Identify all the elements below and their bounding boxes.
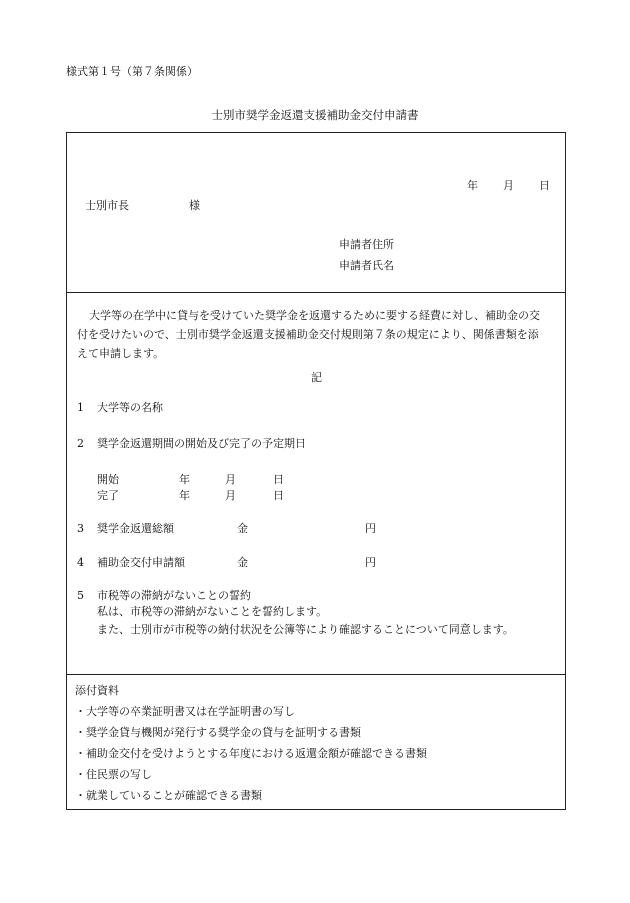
date-month-label: 月 <box>503 179 514 192</box>
period-end-month: 月 <box>225 489 236 502</box>
addressee-honorific: 様 <box>189 199 200 212</box>
section-divider-2 <box>67 674 565 675</box>
item-4-kin: 金 <box>237 556 248 569</box>
pledge-line-1: 私は、市税等の滞納がないことを誓約します。 <box>97 605 328 618</box>
applicant-name-label: 申請者氏名 <box>339 259 394 272</box>
date-year-label: 年 <box>467 179 478 192</box>
period-start-label: 開始 <box>97 473 119 486</box>
item-4-label: 補助金交付申請額 <box>97 556 185 569</box>
period-start-year: 年 <box>179 473 190 486</box>
attachment-item: ・大学等の卒業証明書又は在学証明書の写し <box>75 705 295 718</box>
application-form-frame <box>66 132 566 810</box>
item-2-label: 奨学金返還期間の開始及び完了の予定期日 <box>97 437 306 450</box>
item-4-yen: 円 <box>365 556 376 569</box>
item-2-number: 2 <box>77 437 84 450</box>
period-start-day: 日 <box>273 473 284 486</box>
form-number-label: 様式第１号（第７条関係） <box>66 65 198 78</box>
attachment-item: ・就業していることが確認できる書類 <box>75 789 262 802</box>
addressee: 士別市長 <box>85 199 129 212</box>
period-end-label: 完了 <box>97 489 119 502</box>
attachment-item: ・住民票の写し <box>75 768 152 781</box>
item-5-label: 市税等の滞納がないことの誓約 <box>97 589 251 602</box>
section-divider-1 <box>67 292 565 293</box>
intro-line-1: 大学等の在学中に貸与を受けていた奨学金を返還するために要する経費に対し、補助金の交 <box>89 309 540 322</box>
item-3-yen: 円 <box>365 522 376 535</box>
intro-line-2: 付を受けたいので、士別市奨学金返還支援補助金交付規則第７条の規定により、関係書類を添 <box>77 328 539 341</box>
item-5-number: 5 <box>77 589 84 602</box>
applicant-address-label: 申請者住所 <box>339 238 394 251</box>
period-end-year: 年 <box>179 489 190 502</box>
attachment-item: ・奨学金貸与機関が発行する奨学金の貸与を証明する書類 <box>75 726 361 739</box>
item-4-number: 4 <box>77 556 84 569</box>
item-3-kin: 金 <box>237 522 248 535</box>
period-end-day: 日 <box>273 489 284 502</box>
item-1-number: 1 <box>77 401 84 414</box>
document-title: 士別市奨学金返還支援補助金交付申請書 <box>211 108 419 122</box>
ki-heading: 記 <box>311 371 322 384</box>
date-day-label: 日 <box>539 179 550 192</box>
attachment-item: ・補助金交付を受けようとする年度における返還金額が確認できる書類 <box>75 747 427 760</box>
intro-line-3: えて申請します。 <box>77 347 165 360</box>
pledge-line-2: また、士別市が市税等の納付状況を公簿等により確認することについて同意します。 <box>97 623 514 636</box>
attachments-heading: 添付資料 <box>75 684 119 697</box>
item-1-label: 大学等の名称 <box>97 401 163 414</box>
period-start-month: 月 <box>225 473 236 486</box>
item-3-number: 3 <box>77 522 84 535</box>
item-3-label: 奨学金返還総額 <box>97 522 174 535</box>
